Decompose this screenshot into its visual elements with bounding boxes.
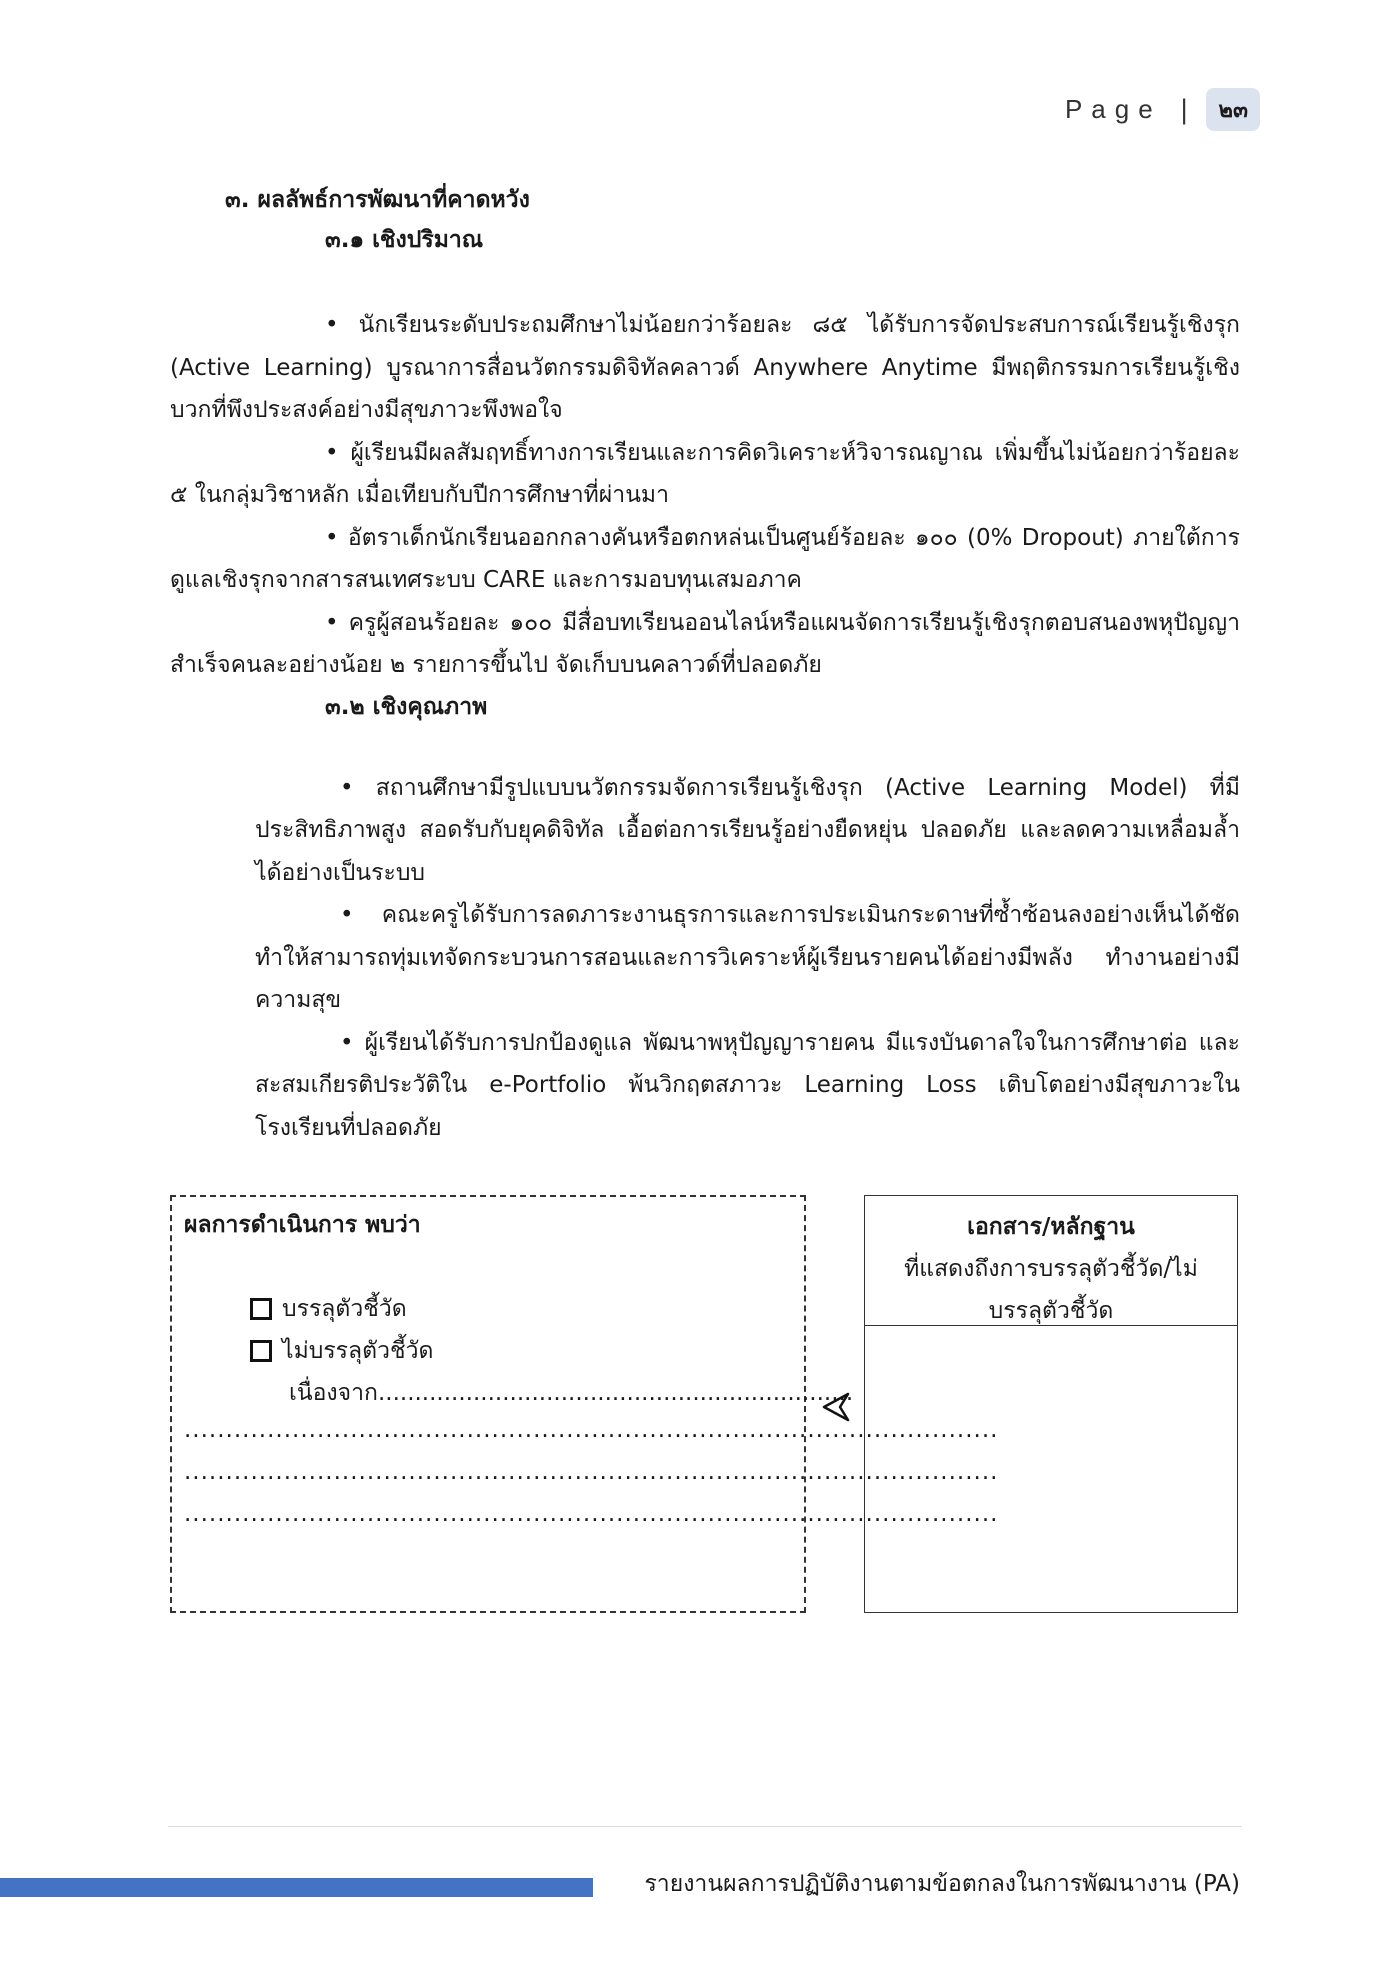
option-achieved[interactable]	[250, 1291, 407, 1327]
quantitative-bullet: • ผู้เรียนมีผลสัมฤทธิ์ทางการเรียนและการคิดวิเคราะห์วิจารณญาณ เพิ่มขึ้นไม่น้อยกว่าร้อยละ ๕ ในกลุ่มวิชาหลัก เมื่อเทียบกับปีการศึกษาที่ผ่านมา	[170, 439, 1240, 508]
checkbox-achieved[interactable]	[250, 1298, 272, 1320]
option-achieved-label: บรรลุตัวชี้วัด	[282, 1296, 407, 1322]
evidence-header	[865, 1196, 1237, 1326]
page-number-badge: ๒๓	[1206, 88, 1260, 131]
arrow-left-icon	[822, 1392, 850, 1430]
page-header	[1065, 88, 1260, 131]
page-label: Page	[1064, 94, 1162, 124]
blank-line[interactable]: ..................................................................................................	[184, 1417, 999, 1443]
arrow-left-icon-svg	[822, 1392, 850, 1422]
footer-divider	[168, 1826, 1242, 1827]
evidence-body[interactable]	[865, 1326, 1237, 1612]
evidence-title: เอกสาร/หลักฐาน	[967, 1214, 1135, 1240]
result-box-title: ผลการดำเนินการ พบว่า	[184, 1212, 421, 1238]
subsection-title-qualitative: ๓.๒ เชิงคุณภาพ	[325, 693, 488, 720]
evidence-subtitle-line2: บรรลุตัวชี้วัด	[988, 1298, 1114, 1324]
main-content	[170, 180, 1240, 1149]
blank-line[interactable]: ..................................................................................................	[184, 1501, 999, 1527]
evidence-subtitle-line1: ที่แสดงถึงการบรรลุตัวชี้วัด/ไม่	[904, 1256, 1198, 1282]
option-not-achieved-label: ไม่บรรลุตัวชี้วัด	[282, 1338, 434, 1364]
because-field[interactable]: เนื่องจาก.................................................................	[289, 1380, 854, 1406]
qualitative-bullet: • สถานศึกษามีรูปแบบนวัตกรรมจัดการเรียนรู้เชิงรุก (Active Learning Model) ที่มีประสิทธิภาพสูง สอดรับกับยุคดิจิทัล เอื้อต่อการเรียนรู้อย่างยืดหยุ่น ปลอดภัย และลดความเหลื่อมล้ำได้อย่างเป็นระบบ	[255, 774, 1240, 886]
quantitative-bullet: • อัตราเด็กนักเรียนออกกลางคันหรือตกหล่นเป็นศูนย์ร้อยละ ๑๐๐ (0% Dropout) ภายใต้การดูแลเชิงรุกจากสารสนเทศระบบ CARE และการมอบทุนเสมอภาค	[170, 524, 1240, 593]
evidence-box	[864, 1195, 1238, 1613]
page-separator: |	[1179, 94, 1189, 125]
footer-accent-bar	[0, 1878, 593, 1897]
quantitative-bullet: • ครูผู้สอนร้อยละ ๑๐๐ มีสื่อบทเรียนออนไลน์หรือแผนจัดการเรียนรู้เชิงรุกตอบสนองพหุปัญญาสำเร็จคนละอย่างน้อย ๒ รายการขึ้นไป จัดเก็บบนคลาวด์ที่ปลอดภัย	[170, 609, 1240, 678]
qualitative-bullet: • ผู้เรียนได้รับการปกป้องดูแล พัฒนาพหุปัญญารายคน มีแรงบันดาลใจในการศึกษาต่อ และสะสมเกียรติประวัติใน e-Portfolio พ้นวิกฤตสภาวะ Learning Loss เติบโตอย่างมีสุขภาวะในโรงเรียนที่ปลอดภัย	[255, 1029, 1240, 1141]
quantitative-bullet: • นักเรียนระดับประถมศึกษาไม่น้อยกว่าร้อยละ ๘๕ ได้รับการจัดประสบการณ์เรียนรู้เชิงรุก (Active Learning) บูรณาการสื่อนวัตกรรมดิจิทัลคลาวด์ Anywhere Anytime มีพฤติกรรมการเรียนรู้เชิงบวกที่พึงประสงค์อย่างมีสุขภาวะพึงพอใจ	[170, 312, 1240, 423]
subsection-title-quantitative: ๓.๑ เชิงปริมาณ	[325, 227, 484, 253]
checkbox-not-achieved[interactable]	[250, 1340, 272, 1362]
footer-text: รายงานผลการปฏิบัติงานตามข้อตกลงในการพัฒนางาน (PA)	[644, 1871, 1240, 1897]
result-box	[170, 1195, 999, 1613]
section-title: ๓. ผลลัพธ์การพัฒนาที่คาดหวัง	[225, 187, 530, 213]
qualitative-bullet: • คณะครูได้รับการลดภาระงานธุรการและการประเมินกระดาษที่ซ้ำซ้อนลงอย่างเห็นได้ชัด ทำให้สามารถทุ่มเทจัดกระบวนการสอนและการวิเคราะห์ผู้เรียนรายคนได้อย่างมีพลัง ทำงานอย่างมีความสุข	[255, 902, 1240, 1013]
option-not-achieved[interactable]	[250, 1333, 433, 1369]
blank-line[interactable]: ..................................................................................................	[184, 1459, 999, 1485]
